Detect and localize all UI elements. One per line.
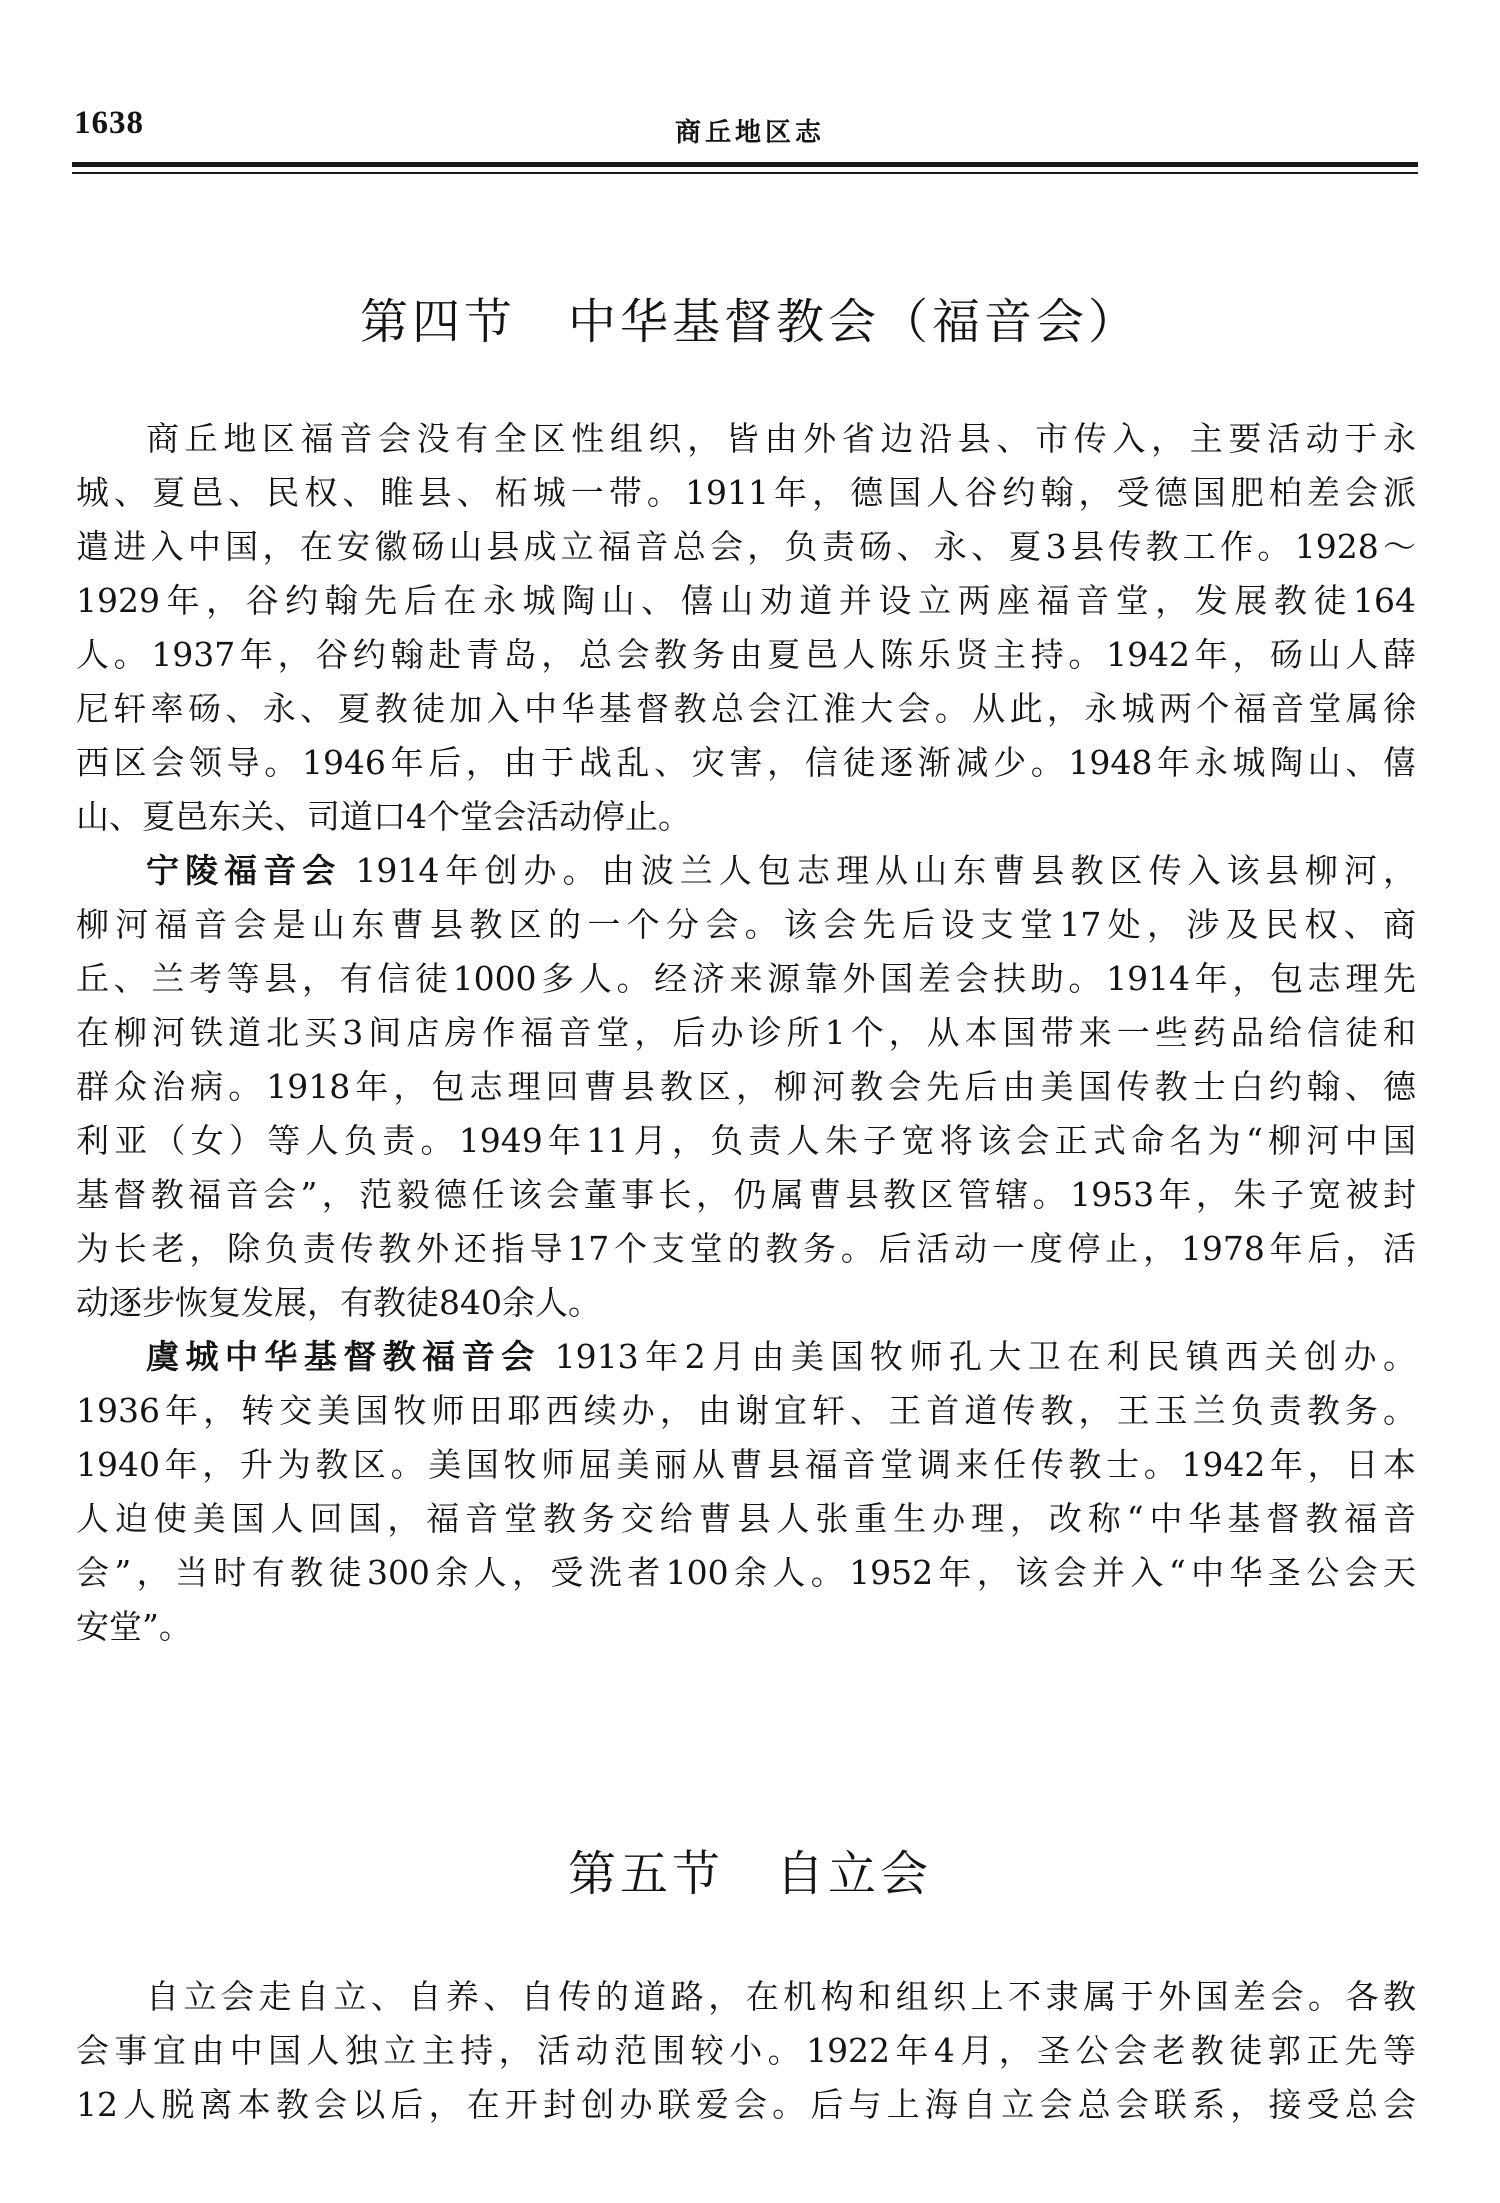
s4-p3-line-1 <box>146 1327 1416 1387</box>
s4-p3-line-3: 1940年，升为教区。美国牧师屈美丽从曹县福音堂调来任传教士。1942年，日本 <box>76 1445 1416 1484</box>
s4-p1-line-7: 西区会领导。1946年后，由于战乱、灾害，信徒逐渐减少。1948年永城陶山、僖 <box>76 743 1416 782</box>
s4-p2-line-9: 动逐步恢复发展，有教徒840余人。 <box>76 1283 601 1322</box>
s4-p2-line-8: 为长老，除负责传教外还指导17个支堂的教务。后活动一度停止，1978年后，活 <box>76 1229 1416 1268</box>
page-number: 1638 <box>74 105 144 141</box>
s4-p3-line-5: 会”，当时有教徒300余人，受洗者100余人。1952年，该会并入“中华圣公会天 <box>76 1553 1416 1592</box>
s4-p1-line-3: 遣进入中国，在安徽砀山县成立福音总会，负责砀、永、夏3县传教工作。1928～ <box>76 527 1416 566</box>
yucheng-term: 虞城中华基督教福音会 <box>146 1337 541 1376</box>
s5-p1-line-2: 会事宜由中国人独立主持，活动范围较小。1922年4月，圣公会老教徒郭正先等 <box>76 2031 1416 2070</box>
header-rule-thin <box>72 172 1418 174</box>
s4-p2-line-5: 群众治病。1918年，包志理回曹县教区，柳河教会先后由美国传教士白约翰、德 <box>76 1067 1416 1106</box>
s4-p3-line-6: 安堂”。 <box>76 1607 192 1646</box>
s5-p1-line-3: 12人脱离本教会以后，在开封创办联爱会。后与上海自立会总会联系，接受总会 <box>76 2085 1416 2124</box>
section-4-title: 第四节 中华基督教会（福音会） <box>359 294 1140 350</box>
s4-p2-line-4: 在柳河铁道北买3间店房作福音堂，后办诊所1个，从本国带来一些药品给信徒和 <box>76 1013 1416 1052</box>
s4-p2-line-1 <box>146 841 1416 901</box>
header-rule-thick <box>72 162 1418 167</box>
s4-p2-line-7: 基督教福音会”，范毅德任该会董事长，仍属曹县教区管辖。1953年，朱子宽被封 <box>76 1175 1416 1214</box>
s4-p1-line-4: 1929年，谷约翰先后在永城陶山、僖山劝道并设立两座福音堂，发展教徒164 <box>76 581 1416 620</box>
s4-p2-line-6: 利亚（女）等人负责。1949年11月，负责人朱子宽将该会正式命名为“柳河中国 <box>76 1121 1416 1160</box>
ningling-term: 宁陵福音会 <box>146 851 342 890</box>
running-header-title: 商丘地区志 <box>674 118 825 148</box>
s4-p3-line-1-text: 1913年2月由美国牧师孔大卫在利民镇西关创办。 <box>554 1337 1416 1376</box>
s4-p1-line-2: 城、夏邑、民权、睢县、柘城一带。1911年，德国人谷约翰，受德国肥柏差会派 <box>76 473 1416 512</box>
s4-p1-line-8: 山、夏邑东关、司道口4个堂会活动停止。 <box>76 797 691 836</box>
s4-p2-line-2: 柳河福音会是山东曹县教区的一个分会。该会先后设支堂17处，涉及民权、商 <box>76 905 1416 944</box>
s5-p1-line-1: 自立会走自立、自养、自传的道路，在机构和组织上不隶属于外国差会。各教 <box>146 1977 1416 2016</box>
section-5-title: 第五节 自立会 <box>567 1846 932 1902</box>
s4-p1-line-5: 人。1937年，谷约翰赴青岛，总会教务由夏邑人陈乐贤主持。1942年，砀山人薛 <box>76 635 1416 674</box>
s4-p3-line-4: 人迫使美国人回国，福音堂教务交给曹县人张重生办理，改称“中华基督教福音 <box>76 1499 1416 1538</box>
s4-p1-line-6: 尼轩率砀、永、夏教徒加入中华基督教总会江淮大会。从此，永城两个福音堂属徐 <box>76 689 1416 728</box>
s4-p2-line-1-text: 1914年创办。由波兰人包志理从山东曹县教区传入该县柳河， <box>355 851 1417 890</box>
s4-p2-line-3: 丘、兰考等县，有信徒1000多人。经济来源靠外国差会扶助。1914年，包志理先 <box>76 959 1416 998</box>
s4-p1-line-1: 商丘地区福音会没有全区性组织，皆由外省边沿县、市传入，主要活动于永 <box>146 419 1416 458</box>
s4-p3-line-2: 1936年，转交美国牧师田耶西续办，由谢宜轩、王首道传教，王玉兰负责教务。 <box>76 1391 1416 1430</box>
